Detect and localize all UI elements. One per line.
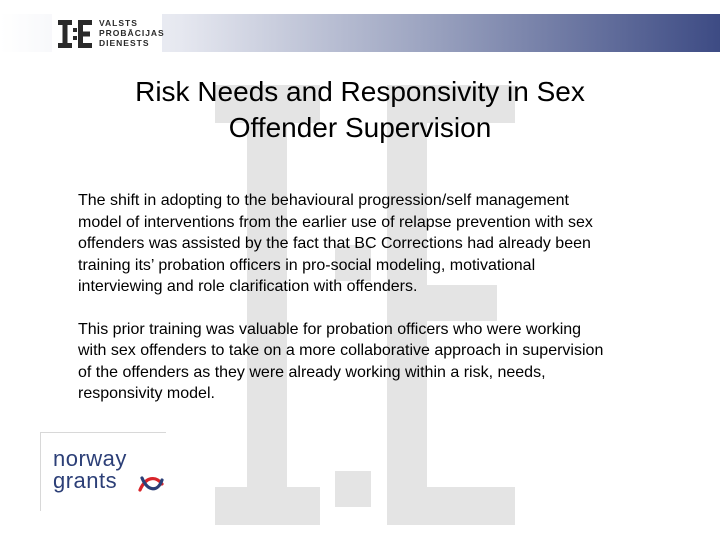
slide-title	[60, 74, 660, 146]
paragraph-1-line: offenders was assisted by the fact that BC Corrections had already been	[78, 235, 591, 252]
norway-grants-word-1: norway	[53, 446, 127, 471]
paragraph-1-line: model of interventions from the earlier use of relapse prevention with sex	[78, 213, 593, 231]
norway-grants-symbol-icon	[136, 470, 166, 498]
paragraph-2-line: of the offenders as they were already working within a risk, needs,	[78, 363, 546, 381]
probation-service-logo	[52, 14, 165, 52]
probation-monogram-icon	[56, 18, 96, 50]
paragraph-1-line: The shift in adopting to the behavioural progression/self management	[78, 192, 569, 209]
paragraph-2-line: with sex offenders to take on a more collaborative approach in supervision	[78, 342, 604, 359]
logo-line-3: DIENESTS	[99, 38, 150, 48]
paragraph-2-line: This prior training was valuable for probation officers who were working	[78, 320, 582, 338]
title-line-2: Offender Supervision	[228, 112, 492, 143]
probation-logo-text	[99, 18, 165, 48]
paragraph-1-line: training its’ probation officers in pro-social modeling, motivational	[78, 256, 536, 274]
paragraph-2	[78, 319, 678, 405]
logo-line-2: PROBĀCIJAS	[99, 28, 165, 38]
title-line-1: Risk Needs and Responsivity in Sex	[135, 76, 585, 107]
logo-line-1: VALSTS	[99, 18, 138, 28]
paragraph-1	[78, 190, 678, 298]
slide-body	[78, 190, 678, 405]
paragraph-1-line: interviewing and role clarification with offenders.	[78, 278, 418, 295]
norway-grants-word-2: grants	[53, 468, 118, 493]
norway-grants-logo	[40, 432, 170, 512]
paragraph-2-line: responsivity model.	[78, 385, 215, 402]
